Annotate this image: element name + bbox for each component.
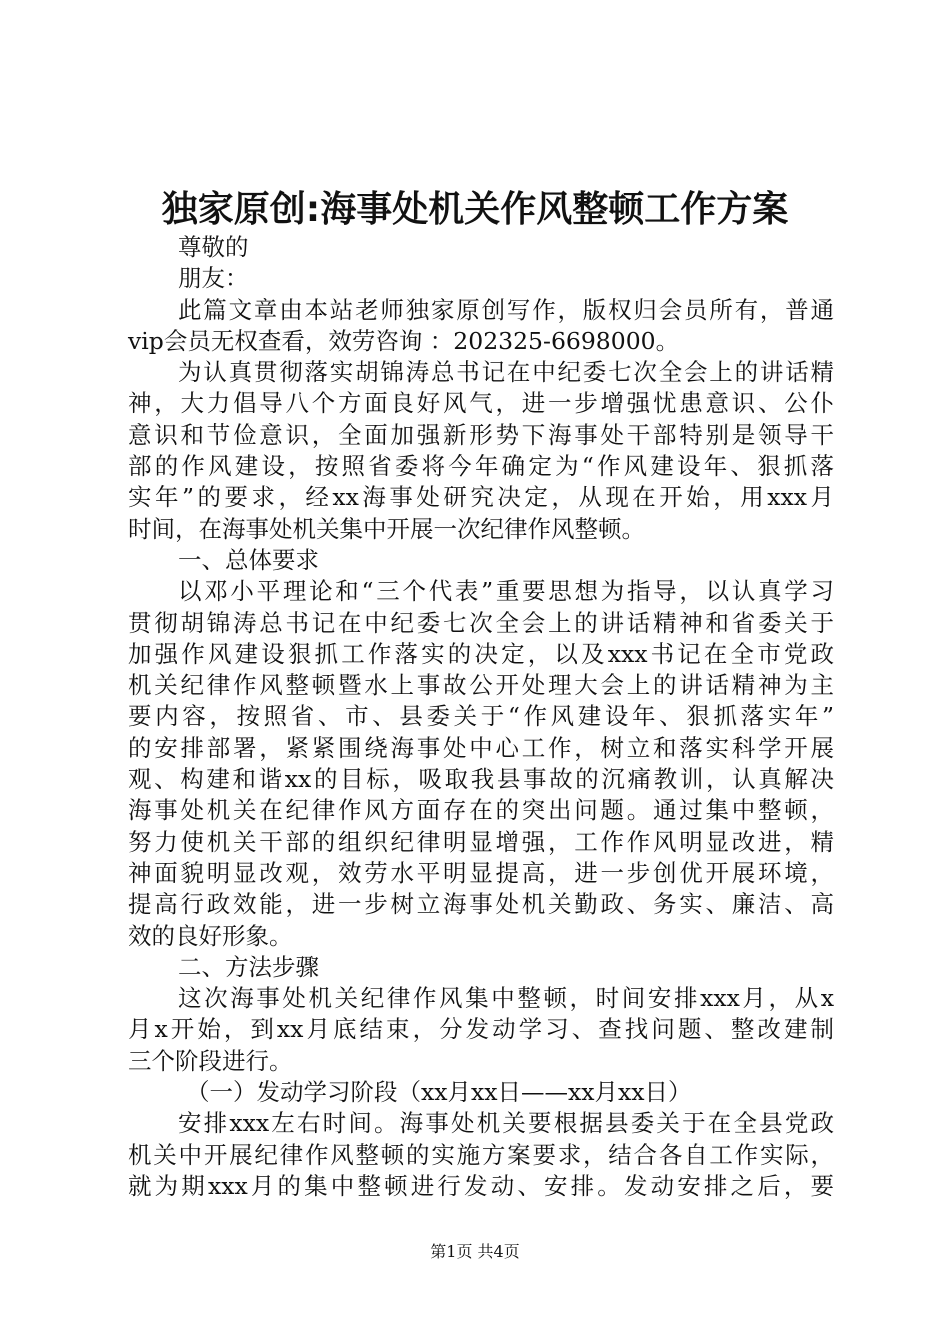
document-title: 独家原创:海事处机关作风整顿工作方案	[161, 189, 789, 230]
text-line: 部的作风建设，按照省委将今年确定为“作风建设年、狠抓落	[128, 452, 834, 481]
text-line: 意识和节俭意识，全面加强新形势下海事处干部特别是领导干	[128, 420, 834, 449]
text-line: 安排xxx左右时间。海事处机关要根据县委关于在全县党政	[178, 1109, 834, 1138]
text-line: 这次海事处机关纪律作风集中整顿，时间安排xxx月，从x	[178, 984, 834, 1013]
text-line: 月x开始，到xx月底结束，分发动学习、查找问题、整改建制	[128, 1015, 834, 1044]
text-line: 以邓小平理论和“三个代表”重要思想为指导，以认真学习	[178, 577, 834, 606]
text-line: （一）发动学习阶段（xx月xx日——xx月xx日）	[186, 1078, 692, 1107]
text-line: 神，大力倡导八个方面良好风气，进一步增强忧患意识、公仆	[128, 389, 834, 418]
text-line: 海事处机关在纪律作风方面存在的突出问题。通过集中整顿，	[128, 796, 834, 825]
text-line: 加强作风建设狠抓工作落实的决定，以及xxx书记在全市党政	[128, 639, 834, 668]
text-line: 效的良好形象。	[128, 921, 293, 950]
text-line: 观、构建和谐xx的目标，吸取我县事故的沉痛教训，认真解决	[128, 765, 834, 794]
text-line: 时间，在海事处机关集中开展一次纪律作风整顿。	[128, 514, 645, 543]
text-line: 实年”的要求，经xx海事处研究决定，从现在开始，用xxx月	[128, 483, 834, 512]
text-line: 机关中开展纪律作风整顿的实施方案要求，结合各自工作实际，	[128, 1140, 834, 1169]
text-line: 贯彻胡锦涛总书记在中纪委七次全会上的讲话精神和省委关于	[128, 608, 834, 637]
page-footer: 第1页 共4页	[430, 1242, 520, 1261]
text-line: 机关纪律作风整顿暨水上事故公开处理大会上的讲话精神为主	[128, 671, 834, 700]
document-body	[128, 232, 834, 1202]
text-line: 朋友：	[178, 264, 249, 293]
text-line: 提高行政效能，进一步树立海事处机关勤政、务实、廉洁、高	[128, 890, 834, 919]
text-line: 此篇文章由本站老师独家原创写作，版权归会员所有，普通	[178, 295, 834, 324]
text-line: 努力使机关干部的组织纪律明显增强，工作作风明显改进，精	[128, 827, 834, 856]
text-line: 尊敬的	[178, 233, 249, 261]
text-line: 为认真贯彻落实胡锦涛总书记在中纪委七次全会上的讲话精	[178, 358, 834, 387]
text-line: 三个阶段进行。	[128, 1046, 293, 1075]
text-line: 就为期xxx月的集中整顿进行发动、安排。发动安排之后，要	[128, 1171, 834, 1200]
text-line: 的安排部署，紧紧围绕海事处中心工作，树立和落实科学开展	[128, 733, 834, 762]
text-line: 一、总体要求	[178, 545, 319, 574]
text-line: 二、方法步骤	[178, 952, 319, 981]
text-line: 要内容，按照省、市、县委关于“作风建设年、狠抓落实年”	[128, 702, 834, 731]
text-line: 神面貌明显改观，效劳水平明显提高，进一步创优开展环境，	[128, 858, 834, 887]
text-line: vip会员无权查看，效劳咨询 ：202325-6698000。	[128, 326, 680, 355]
